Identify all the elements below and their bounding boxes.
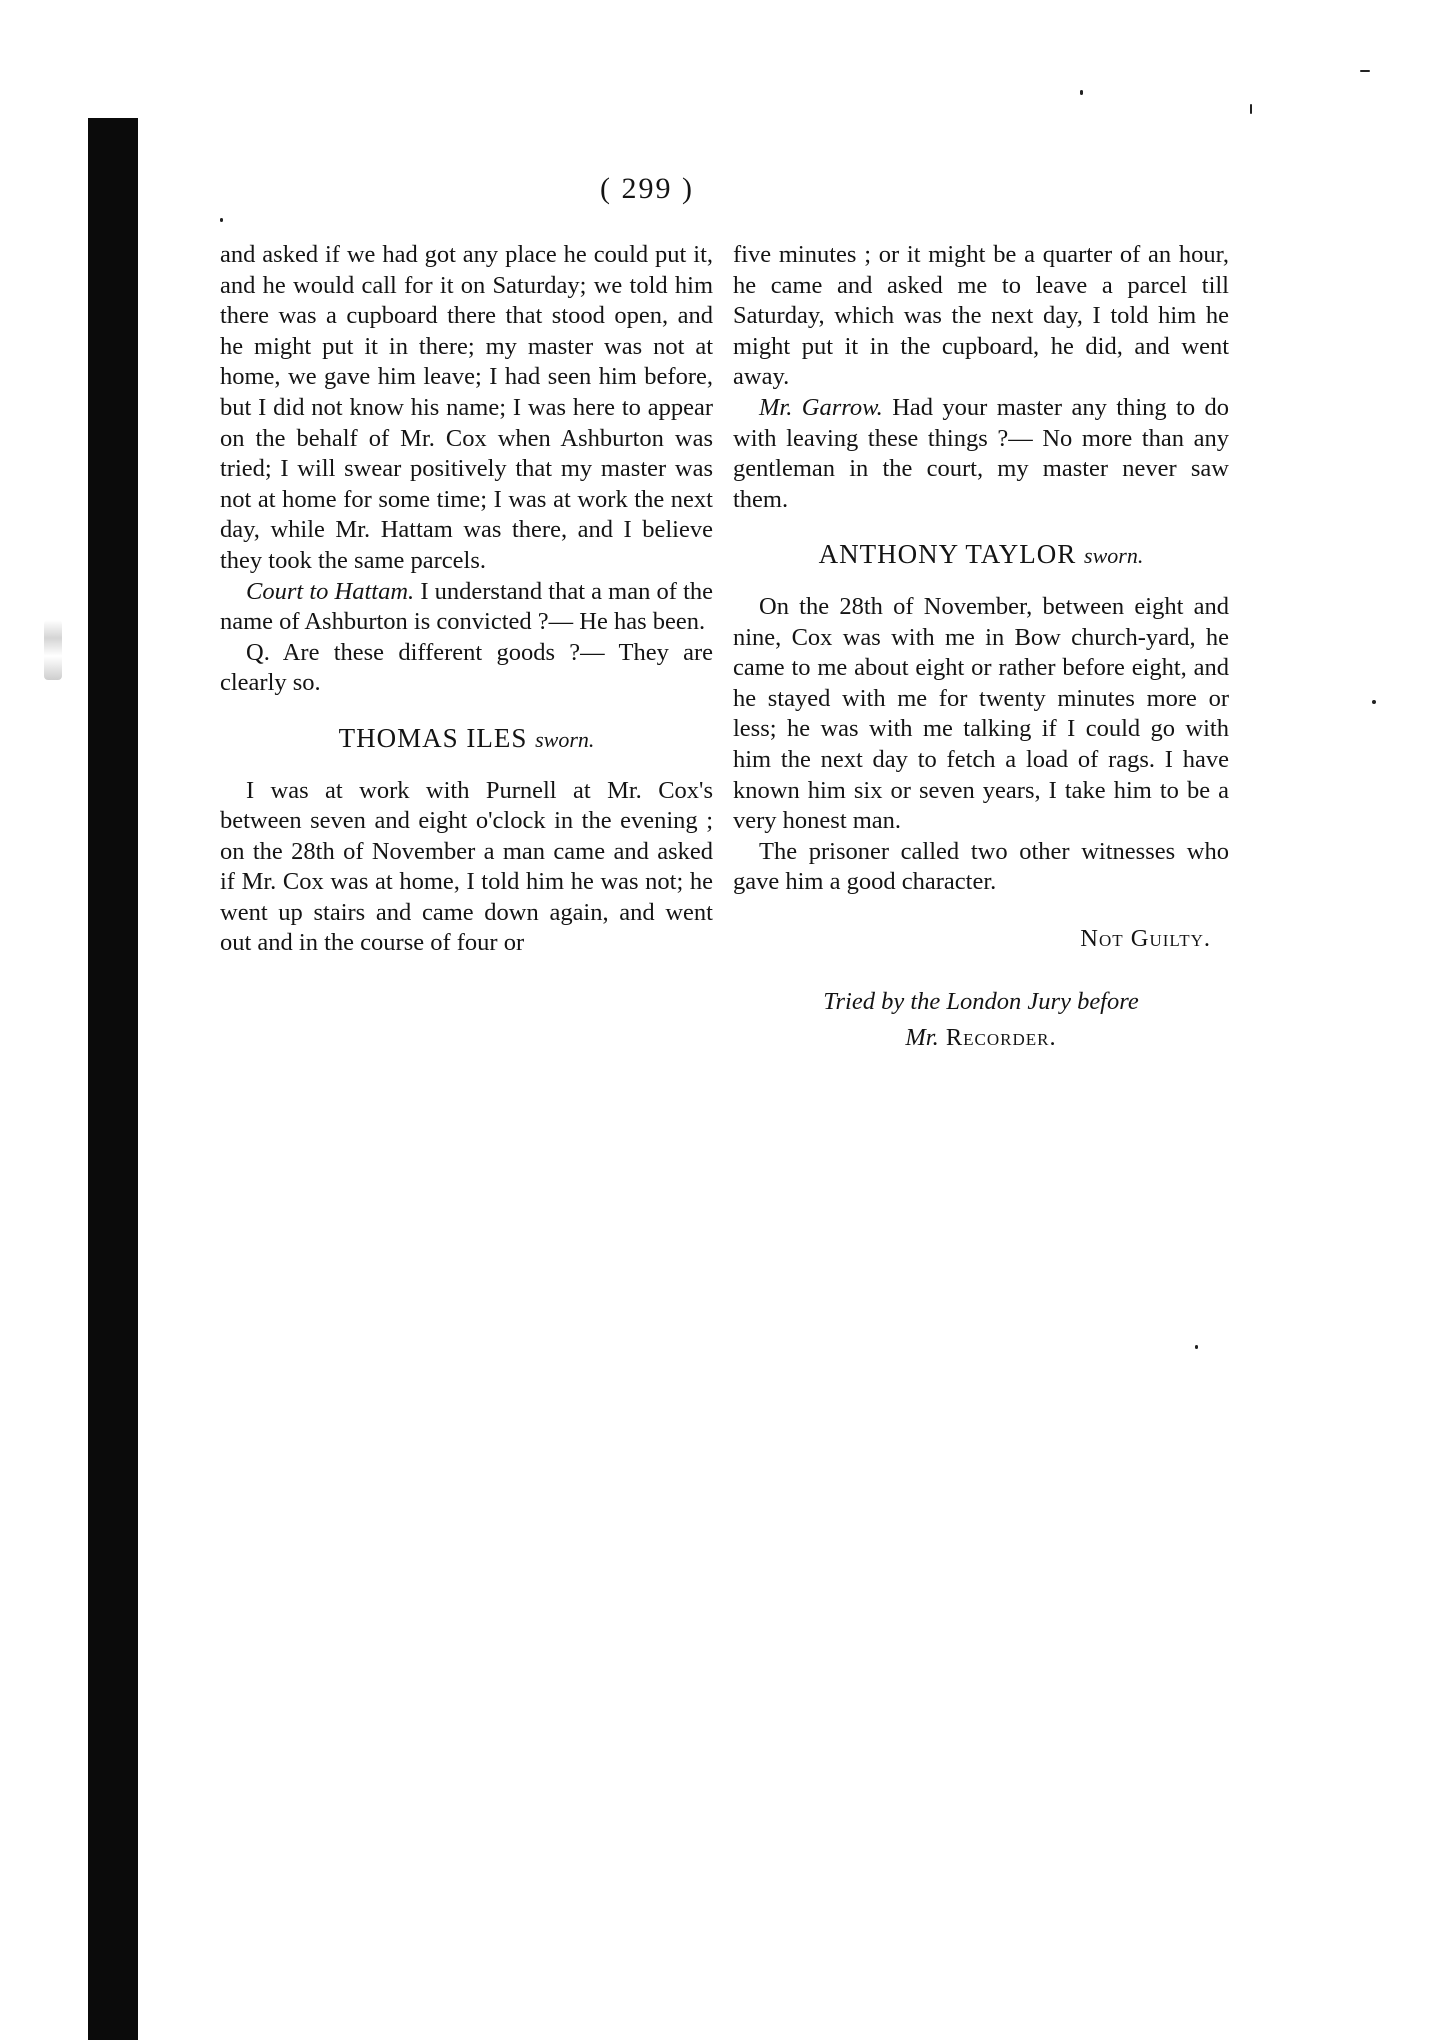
speck: [1360, 70, 1370, 72]
trial-note-line: Tried by the London Jury before: [823, 988, 1139, 1016]
paragraph: [220, 577, 713, 638]
paragraph-text: Had your master any thing to do with leaving these things ?— No more than any gentleman in the court, my master never saw them.: [733, 393, 1230, 513]
speck: [1250, 104, 1252, 114]
paragraph: The prisoner called two other witnesses who gave him a good character.: [733, 837, 1229, 896]
binding-clip: [44, 620, 62, 680]
witness-heading: [733, 539, 1229, 572]
trial-note-mr: Mr.: [905, 1024, 939, 1052]
left-column: [220, 240, 713, 959]
paragraph: Q. Are these different goods ?— They are clearly so.: [220, 638, 713, 697]
paragraph: [733, 393, 1229, 515]
speck: [1372, 700, 1376, 704]
paragraph: five minutes ; or it might be a quarter of an hour, he came and asked me to leave a parcel till Saturday, which was the next day, I told him he might put it in the cupboard, he did, and went away.: [733, 241, 1229, 391]
trial-note: [733, 984, 1229, 1056]
paragraph: I was at work with Purnell at Mr. Cox's between seven and eight o'clock in the evening ; on the 28th of November a man came and asked if Mr. Cox was at home, I told him he was not; he went up stairs and came down again, and went out and in the course of four or: [220, 776, 713, 957]
sworn-label: sworn.: [1084, 543, 1144, 569]
paragraph: and asked if we had got any place he could put it, and he would call for it on Saturday; we told him there was a cupboard there that stood open, and he might put it in there; my master was not at home, we gave him leave; I had seen him before, but I did not know his name; I was here to appear on the behalf of Mr. Cox when Ashburton was tried; I will swear positively that my master was not at home for some time; I was at work the next day, while Mr. Hattam was there, and I believe they took the same parcels.: [220, 241, 713, 574]
trial-note-line: [733, 1020, 1229, 1056]
speck: [1195, 1345, 1198, 1349]
paragraph: On the 28th of November, between eight and nine, Cox was with me in Bow church-yard, he came to me about eight or rather before eight, and he stayed with me for twenty minutes more or less; he was with me talking if I could go with him the next day to fetch a load of rags. I have known him six or seven years, I take him to be a very honest man.: [733, 592, 1229, 835]
sworn-label: sworn.: [535, 726, 595, 752]
paragraph-text: I understand that a man of the name of Ashburton is convicted ?— He has been.: [220, 577, 713, 636]
binding-shadow: [88, 118, 138, 2040]
speaker-label: Court to Hattam.: [246, 577, 415, 605]
right-column: [733, 240, 1229, 1056]
speck: [1080, 90, 1083, 95]
verdict: Not Guilty.: [1080, 924, 1211, 952]
witness-name: THOMAS ILES: [338, 722, 536, 753]
page-number: ( 299 ): [600, 172, 694, 205]
trial-note-recorder: Recorder.: [938, 1024, 1057, 1052]
witness-heading: [220, 723, 713, 756]
witness-name: ANTHONY TAYLOR: [818, 539, 1085, 570]
speaker-label: Mr. Garrow.: [759, 393, 883, 421]
speck: [220, 218, 223, 222]
